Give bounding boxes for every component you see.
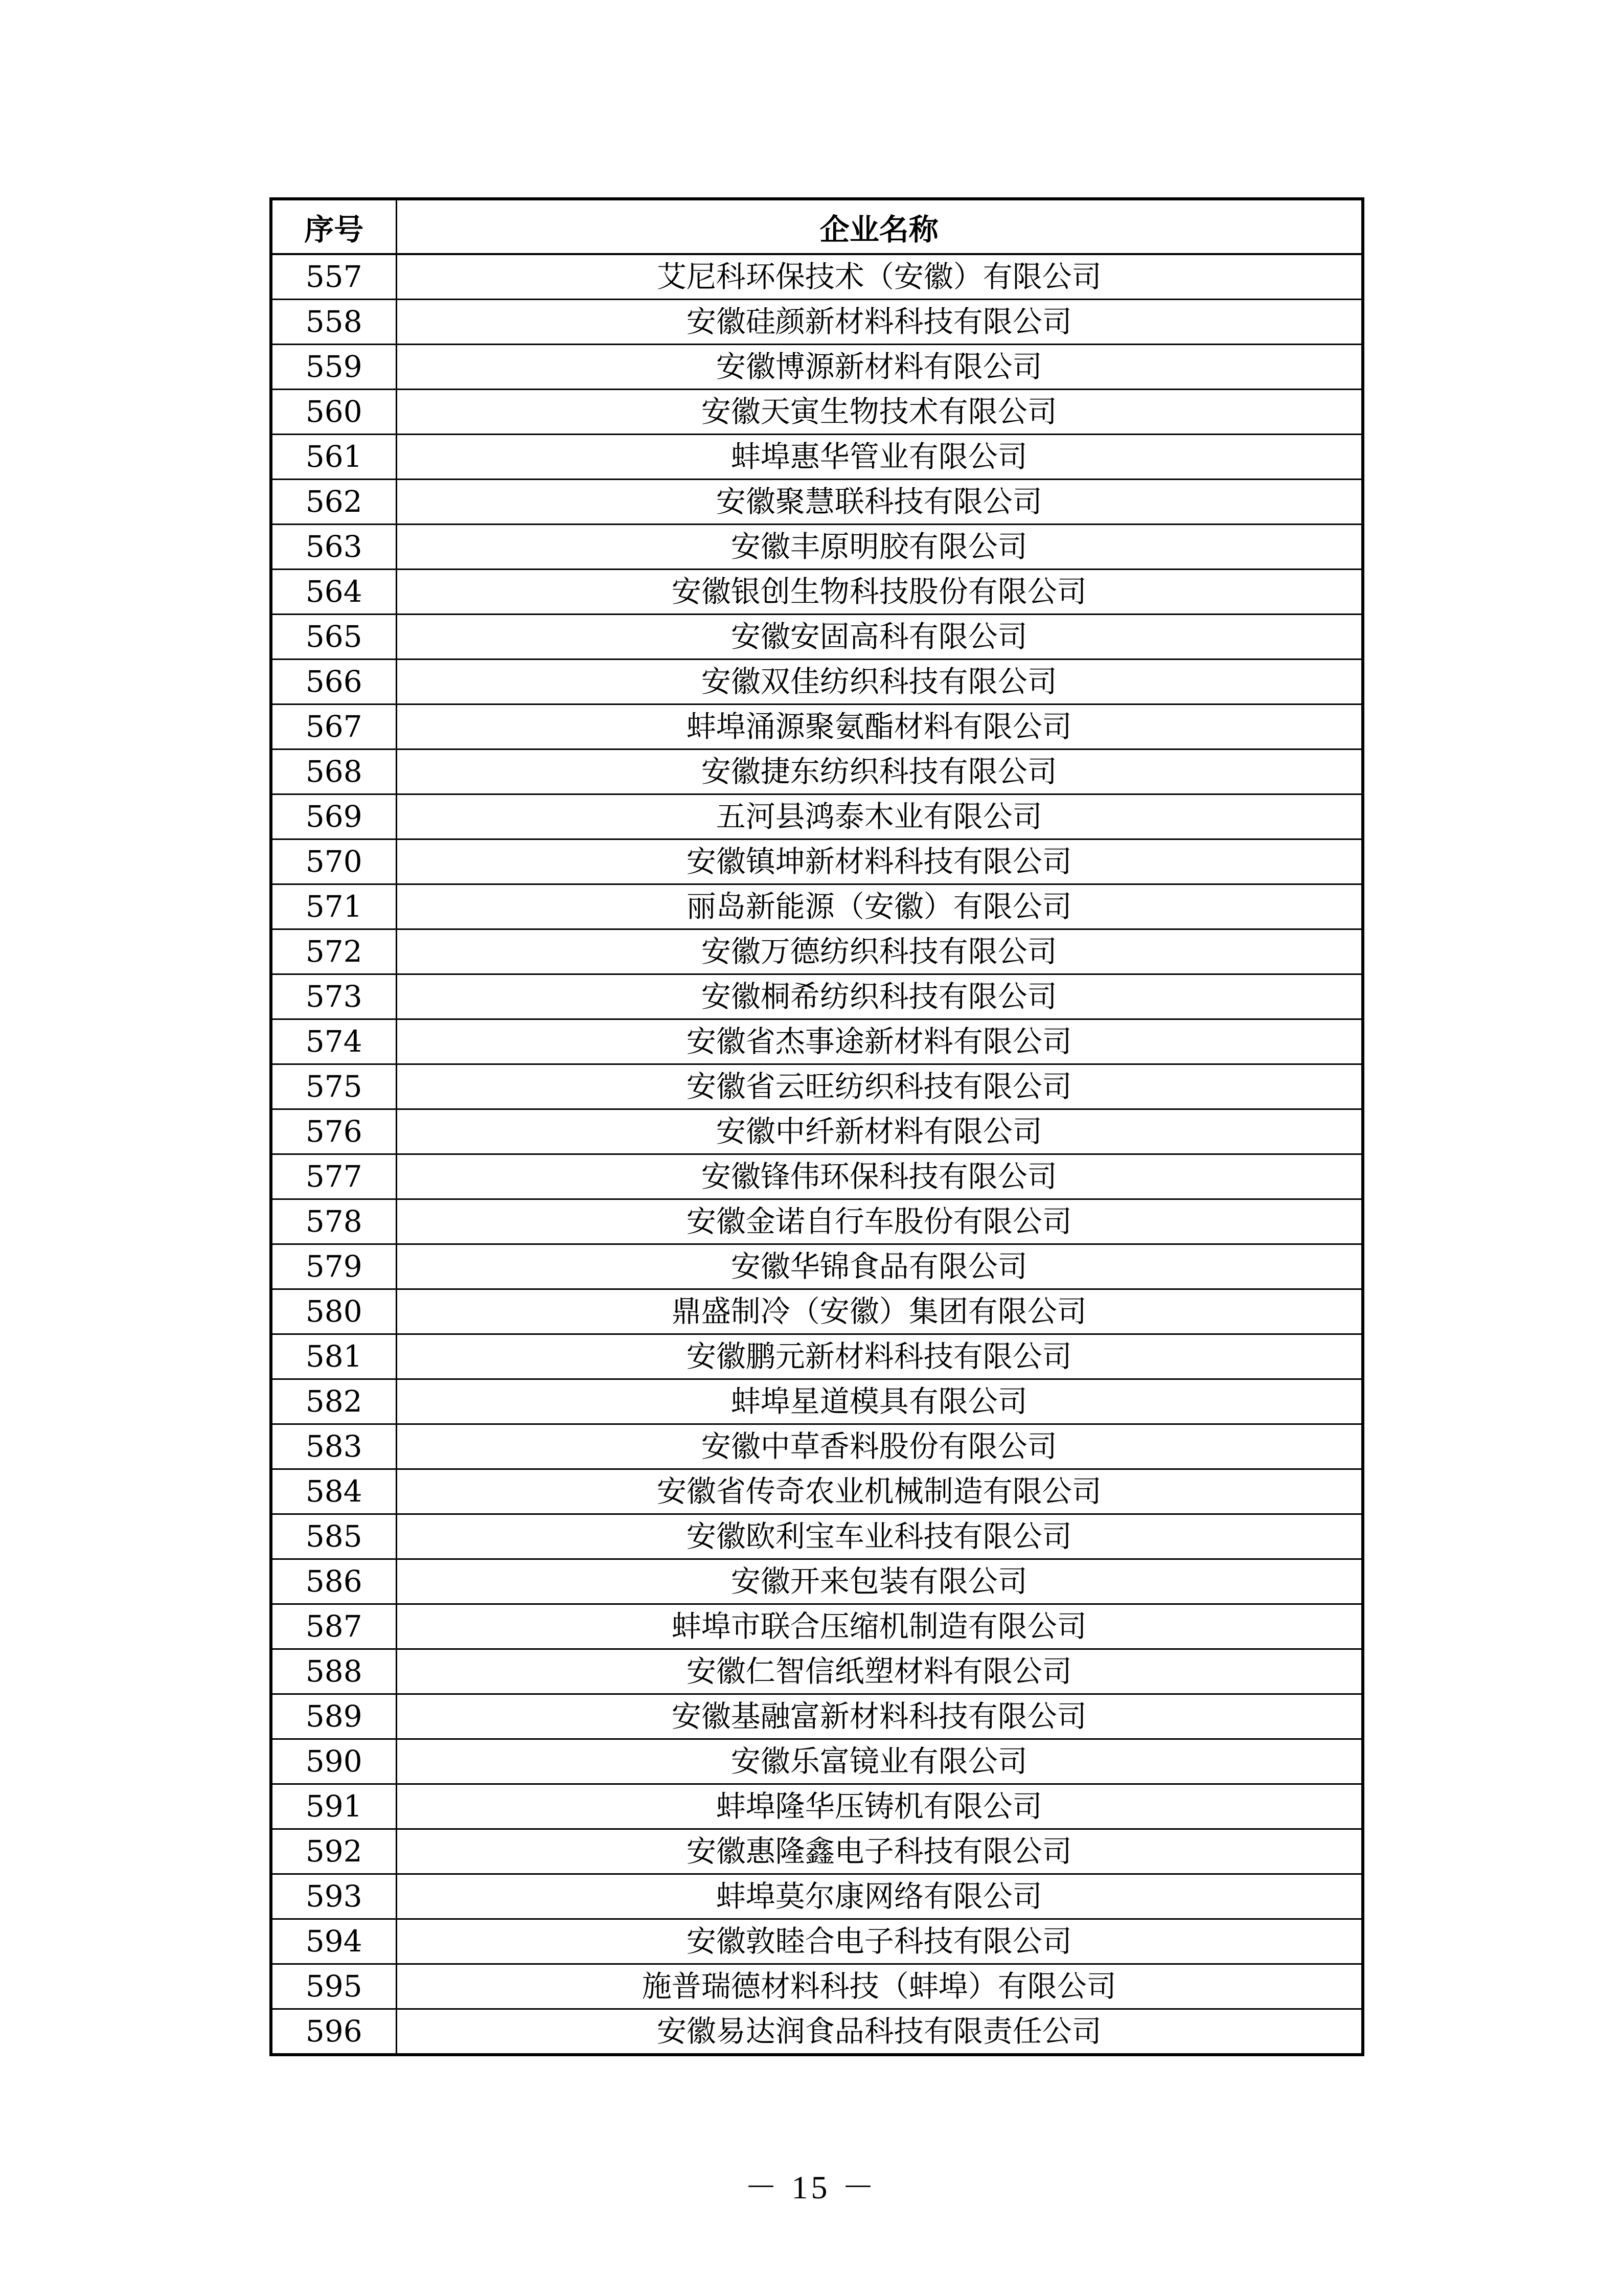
table-row xyxy=(271,480,1363,525)
table-row xyxy=(271,1829,1363,1874)
row-number: 578 xyxy=(271,1199,396,1244)
company-name: 蚌埠涌源聚氨酯材料有限公司 xyxy=(396,704,1363,749)
row-number: 568 xyxy=(271,749,396,794)
table-row xyxy=(271,1109,1363,1154)
company-name: 安徽安固高科有限公司 xyxy=(396,615,1363,660)
row-number: 559 xyxy=(271,345,396,390)
company-name: 安徽华锦食品有限公司 xyxy=(396,1244,1363,1289)
row-number: 573 xyxy=(271,974,396,1019)
row-number: 575 xyxy=(271,1064,396,1109)
row-number: 569 xyxy=(271,794,396,839)
table-row xyxy=(271,1694,1363,1739)
table-row xyxy=(271,1784,1363,1829)
row-number: 577 xyxy=(271,1154,396,1199)
company-name: 五河县鸿泰木业有限公司 xyxy=(396,794,1363,839)
table-row xyxy=(271,929,1363,974)
company-name: 安徽万德纺织科技有限公司 xyxy=(396,929,1363,974)
page-number: － 15 － xyxy=(744,2169,878,2206)
company-name: 安徽捷东纺织科技有限公司 xyxy=(396,749,1363,794)
table-row xyxy=(271,1289,1363,1334)
company-name: 安徽惠隆鑫电子科技有限公司 xyxy=(396,1829,1363,1874)
company-name: 丽岛新能源（安徽）有限公司 xyxy=(396,884,1363,929)
row-number: 590 xyxy=(271,1739,396,1784)
company-name: 施普瑞德材料科技（蚌埠）有限公司 xyxy=(396,1964,1363,2009)
company-name: 蚌埠星道模具有限公司 xyxy=(396,1379,1363,1424)
table-row xyxy=(271,1244,1363,1289)
company-name: 安徽丰原明胶有限公司 xyxy=(396,525,1363,570)
row-number: 566 xyxy=(271,660,396,704)
table-row xyxy=(271,1604,1363,1649)
row-number: 588 xyxy=(271,1649,396,1694)
company-name: 安徽金诺自行车股份有限公司 xyxy=(396,1199,1363,1244)
company-name: 安徽银创生物科技股份有限公司 xyxy=(396,570,1363,615)
table-row xyxy=(271,884,1363,929)
company-name: 鼎盛制冷（安徽）集团有限公司 xyxy=(396,1289,1363,1334)
company-name: 安徽桐希纺织科技有限公司 xyxy=(396,974,1363,1019)
table-row xyxy=(271,1919,1363,1964)
company-name: 蚌埠隆华压铸机有限公司 xyxy=(396,1784,1363,1829)
company-name: 安徽开来包装有限公司 xyxy=(396,1559,1363,1604)
row-number: 565 xyxy=(271,615,396,660)
company-name: 蚌埠惠华管业有限公司 xyxy=(396,435,1363,480)
table-row xyxy=(271,390,1363,435)
row-number: 594 xyxy=(271,1919,396,1964)
table-row xyxy=(271,974,1363,1019)
table-row xyxy=(271,704,1363,749)
row-number: 562 xyxy=(271,480,396,525)
row-number: 570 xyxy=(271,839,396,884)
company-name: 安徽易达润食品科技有限责任公司 xyxy=(396,2009,1363,2055)
company-name: 安徽天寅生物技术有限公司 xyxy=(396,390,1363,435)
company-name: 安徽仁智信纸塑材料有限公司 xyxy=(396,1649,1363,1694)
table-row xyxy=(271,1964,1363,2009)
table-row xyxy=(271,660,1363,704)
column-header-number: 序号 xyxy=(271,199,396,254)
company-name: 安徽敦睦合电子科技有限公司 xyxy=(396,1919,1363,1964)
column-header-company-name: 企业名称 xyxy=(396,199,1363,254)
row-number: 592 xyxy=(271,1829,396,1874)
table-row xyxy=(271,525,1363,570)
company-name: 安徽聚慧联科技有限公司 xyxy=(396,480,1363,525)
table-row xyxy=(271,1559,1363,1604)
row-number: 574 xyxy=(271,1019,396,1064)
table-row xyxy=(271,1379,1363,1424)
table-row xyxy=(271,300,1363,345)
row-number: 589 xyxy=(271,1694,396,1739)
row-number: 584 xyxy=(271,1469,396,1514)
company-name: 安徽欧利宝车业科技有限公司 xyxy=(396,1514,1363,1559)
row-number: 583 xyxy=(271,1424,396,1469)
company-name: 安徽中纤新材料有限公司 xyxy=(396,1109,1363,1154)
table-row xyxy=(271,1874,1363,1919)
table-row xyxy=(271,435,1363,480)
company-name: 安徽镇坤新材料科技有限公司 xyxy=(396,839,1363,884)
table-body xyxy=(271,254,1363,2055)
row-number: 557 xyxy=(271,254,396,300)
company-name: 安徽中草香料股份有限公司 xyxy=(396,1424,1363,1469)
table-row xyxy=(271,749,1363,794)
table-row xyxy=(271,1334,1363,1379)
row-number: 564 xyxy=(271,570,396,615)
table-row xyxy=(271,1019,1363,1064)
company-name: 蚌埠市联合压缩机制造有限公司 xyxy=(396,1604,1363,1649)
table-row xyxy=(271,570,1363,615)
row-number: 593 xyxy=(271,1874,396,1919)
row-number: 561 xyxy=(271,435,396,480)
company-list-table xyxy=(269,197,1364,2056)
table-row xyxy=(271,1064,1363,1109)
row-number: 580 xyxy=(271,1289,396,1334)
row-number: 558 xyxy=(271,300,396,345)
table-row xyxy=(271,1424,1363,1469)
company-name: 安徽锋伟环保科技有限公司 xyxy=(396,1154,1363,1199)
company-name: 安徽博源新材料有限公司 xyxy=(396,345,1363,390)
table-row xyxy=(271,1649,1363,1694)
table-row xyxy=(271,615,1363,660)
row-number: 581 xyxy=(271,1334,396,1379)
company-name: 安徽硅颜新材料科技有限公司 xyxy=(396,300,1363,345)
row-number: 596 xyxy=(271,2009,396,2055)
company-name: 安徽省云旺纺织科技有限公司 xyxy=(396,1064,1363,1109)
company-name: 安徽省传奇农业机械制造有限公司 xyxy=(396,1469,1363,1514)
company-name: 蚌埠莫尔康网络有限公司 xyxy=(396,1874,1363,1919)
table-row xyxy=(271,794,1363,839)
table-row xyxy=(271,1739,1363,1784)
row-number: 591 xyxy=(271,1784,396,1829)
table-row xyxy=(271,1469,1363,1514)
company-name: 艾尼科环保技术（安徽）有限公司 xyxy=(396,254,1363,300)
company-name: 安徽双佳纺织科技有限公司 xyxy=(396,660,1363,704)
row-number: 586 xyxy=(271,1559,396,1604)
company-name: 安徽基融富新材料科技有限公司 xyxy=(396,1694,1363,1739)
row-number: 582 xyxy=(271,1379,396,1424)
company-name: 安徽省杰事途新材料有限公司 xyxy=(396,1019,1363,1064)
row-number: 572 xyxy=(271,929,396,974)
row-number: 571 xyxy=(271,884,396,929)
table-row xyxy=(271,839,1363,884)
company-name: 安徽乐富镜业有限公司 xyxy=(396,1739,1363,1784)
row-number: 563 xyxy=(271,525,396,570)
table-row xyxy=(271,254,1363,300)
row-number: 595 xyxy=(271,1964,396,2009)
row-number: 560 xyxy=(271,390,396,435)
table-row xyxy=(271,345,1363,390)
row-number: 567 xyxy=(271,704,396,749)
row-number: 587 xyxy=(271,1604,396,1649)
table-row xyxy=(271,1199,1363,1244)
table-header-row xyxy=(271,199,1363,254)
row-number: 585 xyxy=(271,1514,396,1559)
table-row xyxy=(271,1514,1363,1559)
table-row xyxy=(271,2009,1363,2055)
company-name: 安徽鹏元新材料科技有限公司 xyxy=(396,1334,1363,1379)
table-row xyxy=(271,1154,1363,1199)
row-number: 576 xyxy=(271,1109,396,1154)
row-number: 579 xyxy=(271,1244,396,1289)
